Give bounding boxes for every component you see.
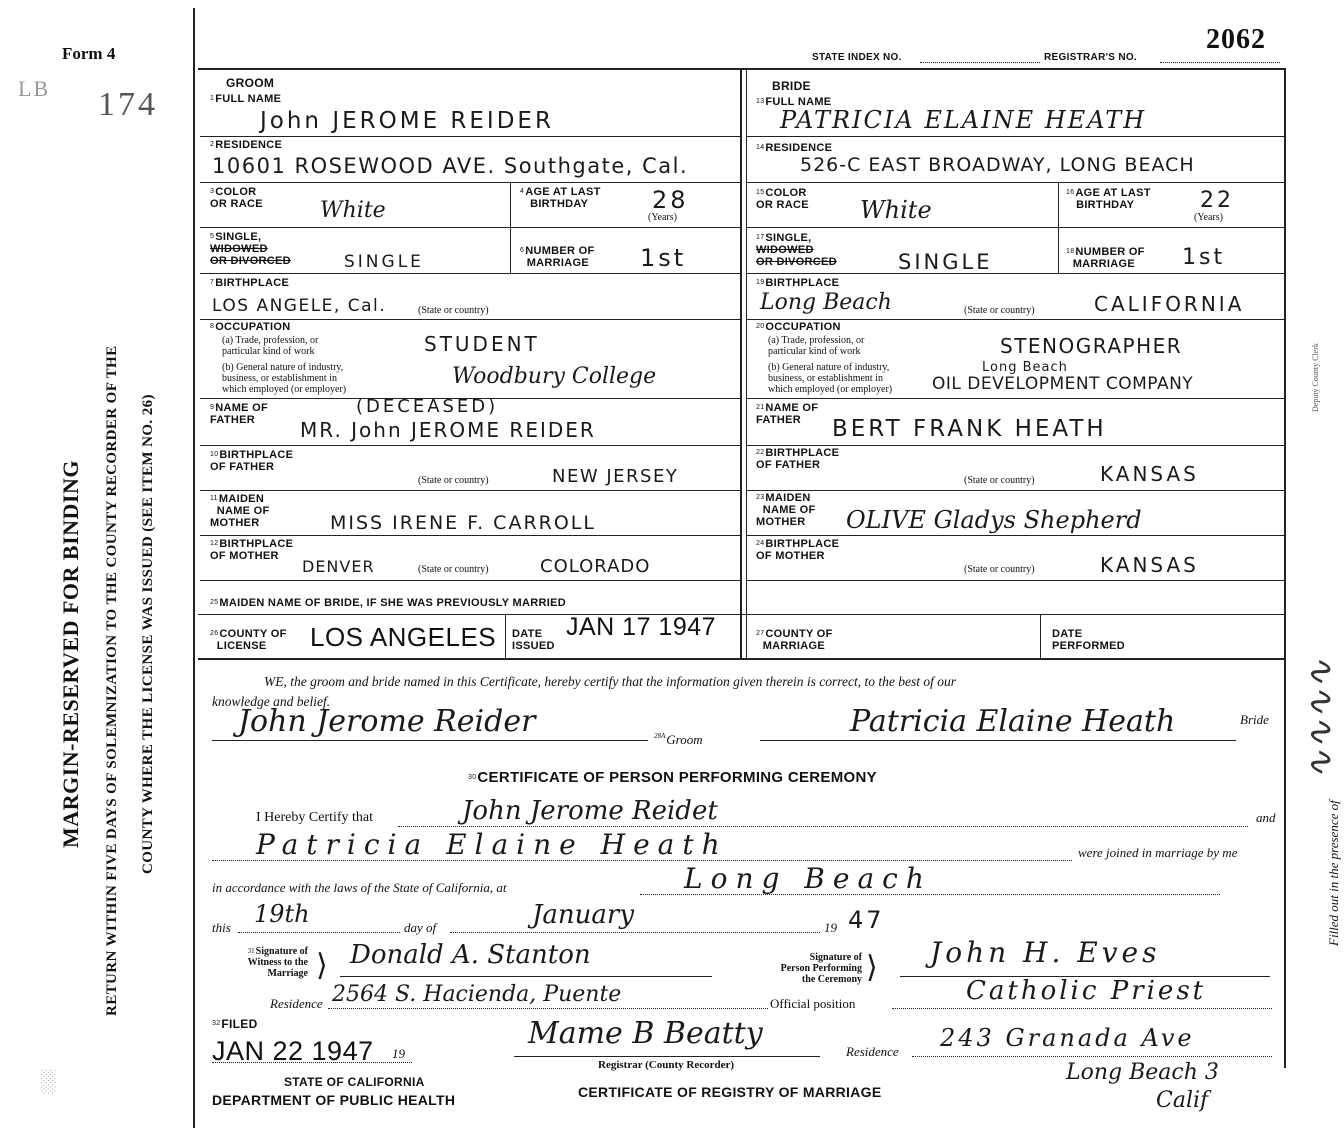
official-position: Catholic Priest bbox=[966, 976, 1207, 1006]
bride-mother-bp-label: $^{24}$BIRTHPLACE OF MOTHER bbox=[756, 538, 840, 562]
bride-occupation-label: $^{20}$OCCUPATION bbox=[756, 321, 841, 333]
groom-father-birthplace: NEW JERSEY bbox=[552, 466, 679, 487]
groom-mother-label: $^{11}$MAIDEN NAME OF MOTHER bbox=[210, 493, 270, 529]
groom-mother-bp-label: $^{12}$BIRTHPLACE OF MOTHER bbox=[210, 538, 294, 562]
row-line bbox=[200, 136, 740, 137]
bride-color-label: $^{15}$COLOR OR RACE bbox=[756, 187, 809, 211]
bride-occ-b: (b) General nature of industry, business, or establishment in which employed (or employer) bbox=[768, 362, 893, 395]
groom-birthplace: LOS ANGELE, Cal. bbox=[212, 296, 387, 316]
day-line bbox=[238, 932, 400, 933]
registrar-label: Registrar (County Recorder) bbox=[598, 1059, 735, 1071]
row-line bbox=[200, 490, 740, 491]
groom-birthplace-state-label: (State or country) bbox=[418, 305, 489, 316]
groom-mother: MISS IRENE F. CARROLL bbox=[330, 512, 596, 534]
side-instruction-2: COUNTY WHERE THE LICENSE WAS ISSUED (SEE ITEM NO. 26) bbox=[140, 394, 156, 874]
bride-full-name: PATRICIA ELAINE HEATH bbox=[780, 106, 1147, 134]
groom-full-name: John JEROME REIDER bbox=[260, 108, 554, 134]
groom-occupation-trade: STUDENT bbox=[424, 332, 540, 356]
groom-marriage-number: 1st bbox=[640, 244, 687, 272]
performer-residence-2: Long Beach 3 bbox=[1066, 1060, 1219, 1085]
groom-mother-bp-state-label: (State or country) bbox=[418, 564, 489, 575]
row-line bbox=[746, 398, 1284, 399]
form-number: Form 4 bbox=[62, 44, 116, 63]
groom-father-label: $^9$NAME OF FATHER bbox=[210, 402, 269, 426]
certify-text-1: WE, the groom and bride named in this Certificate, hereby certify that the information given therein is correct, to the best of our bbox=[264, 674, 957, 689]
registrar-signature: Mame B Beatty bbox=[528, 1016, 763, 1051]
license-date-issued: JAN 17 1947 bbox=[566, 613, 717, 641]
cell-divider bbox=[1040, 614, 1041, 658]
date-performed-label: DATE PERFORMED bbox=[1052, 628, 1125, 652]
witness-brace: ⟩ bbox=[316, 948, 331, 983]
certify-text-2: knowledge and belief. bbox=[212, 694, 331, 709]
groom-years-label: (Years) bbox=[648, 212, 677, 223]
bride-age-label: $^{16}$AGE AT LAST BIRTHDAY bbox=[1066, 187, 1151, 211]
registrar-number: 2062 bbox=[1206, 24, 1266, 55]
bride-birthplace-label: $^{19}$BIRTHPLACE bbox=[756, 277, 840, 289]
bride-mother-birthplace: KANSAS bbox=[1100, 553, 1199, 577]
state-index-line bbox=[920, 62, 1040, 63]
groom-mother-birthplace-state: COLORADO bbox=[540, 556, 651, 577]
groom-occupation-industry: Woodbury College bbox=[452, 364, 657, 389]
bride-father-bp-state-label: (State or country) bbox=[964, 475, 1035, 486]
margin-reserved-title: MARGIN-RESERVED FOR BINDING bbox=[58, 460, 83, 848]
footer-title: CERTIFICATE OF REGISTRY OF MARRIAGE bbox=[578, 1084, 882, 1100]
groom-residence-label: $^2$RESIDENCE bbox=[210, 139, 283, 151]
bride-full-name-label: $^{13}$FULL NAME bbox=[756, 96, 832, 108]
month-line bbox=[450, 932, 820, 933]
bride-single-label: $^{17}$SINGLE, WIDOWED OR DIVORCED bbox=[756, 232, 837, 268]
witness-residence: 2564 S. Hacienda, Puente bbox=[332, 982, 622, 1007]
row-line bbox=[200, 535, 740, 536]
groom-marital-status: SINGLE bbox=[344, 252, 424, 272]
county-license-label: $^{26}$COUNTY OF LICENSE bbox=[210, 628, 287, 652]
binding-line bbox=[193, 8, 195, 1128]
registrar-line bbox=[514, 1056, 820, 1057]
row-line bbox=[746, 319, 1284, 320]
performer-brace: ⟩ bbox=[866, 950, 881, 985]
row-line bbox=[200, 227, 740, 228]
date-issued-label: DATE ISSUED bbox=[512, 628, 555, 652]
groom-heading: GROOM bbox=[226, 76, 275, 90]
row-line bbox=[746, 227, 1284, 228]
witness-sig-line bbox=[340, 976, 712, 977]
groom-father-bp-state-label: (State or country) bbox=[418, 475, 489, 486]
row-line bbox=[200, 182, 740, 183]
footer-dept: DEPARTMENT OF PUBLIC HEALTH bbox=[212, 1092, 456, 1108]
right-margin-sub: Deputy County Clerk bbox=[1311, 343, 1320, 412]
witness-label: $^{31}$Signature of Witness to the Marriage bbox=[247, 946, 308, 979]
witness-res-line bbox=[328, 1008, 768, 1009]
bride-marriage-number: 1st bbox=[1182, 245, 1226, 270]
bride-sig-line bbox=[760, 740, 1236, 741]
groom-occ-a: (a) Trade, profession, or particular kind of work bbox=[222, 335, 319, 357]
ceremony-title: $^{30}$CERTIFICATE OF PERSON PERFORMING CEREMONY bbox=[468, 769, 877, 786]
hereby-certify-label: I Hereby Certify that bbox=[256, 810, 374, 825]
ceremony-place-line bbox=[640, 894, 1220, 895]
official-line bbox=[892, 1008, 1272, 1009]
bride-color: White bbox=[860, 196, 932, 224]
groom-full-name-label: $^1$FULL NAME bbox=[210, 93, 282, 105]
row-line bbox=[746, 182, 1284, 183]
bride-father: BERT FRANK HEATH bbox=[832, 416, 1107, 442]
groom-single-label: $^5$SINGLE, WIDOWED OR DIVORCED bbox=[210, 231, 291, 267]
groom-number-label: $^6$NUMBER OF MARRIAGE bbox=[520, 245, 595, 269]
groom-sig-line bbox=[212, 740, 648, 741]
row-line bbox=[198, 614, 1284, 615]
book-ref: LB bbox=[18, 76, 51, 101]
performer-signature: John H. Eves bbox=[930, 936, 1161, 969]
right-margin-signature: ∿∿∿∿ bbox=[1300, 659, 1341, 780]
bride-birthplace: Long Beach bbox=[760, 290, 892, 315]
bride-marital-status: SINGLE bbox=[898, 250, 993, 274]
row-line bbox=[200, 273, 740, 274]
accordance-label: in accordance with the laws of the State of California, at bbox=[212, 880, 507, 895]
ceremony-groom-line bbox=[398, 826, 1248, 827]
row-line bbox=[746, 273, 1284, 274]
bride-residence-label: $^{14}$RESIDENCE bbox=[756, 142, 833, 154]
bride-father-birthplace: KANSAS bbox=[1100, 462, 1199, 486]
witness-residence-label: Residence bbox=[270, 996, 323, 1011]
registrar-label: REGISTRAR'S NO. bbox=[1044, 52, 1137, 63]
side-instruction-1: RETURN WITHIN FIVE DAYS OF SOLEMNIZATION TO THE COUNTY RECORDER OF THE bbox=[104, 345, 120, 1016]
row-line bbox=[746, 490, 1284, 491]
filed-date: JAN 22 1947 bbox=[212, 1036, 374, 1066]
groom-signature: John Jerome Reider bbox=[238, 704, 536, 739]
performer-label: Signature of Person Performing the Ceremony bbox=[780, 952, 862, 985]
bride-father-bp-label: $^{22}$BIRTHPLACE OF FATHER bbox=[756, 447, 840, 471]
filed-label: $^{32}$FILED bbox=[212, 1017, 258, 1031]
county-marriage-label: $^{27}$COUNTY OF MARRIAGE bbox=[756, 628, 833, 652]
this-label: this bbox=[212, 920, 231, 935]
bride-years-label: (Years) bbox=[1194, 212, 1223, 223]
ceremony-month: January bbox=[532, 900, 635, 930]
row-line bbox=[198, 658, 1284, 660]
ceremony-groom-name: John Jerome Reidet bbox=[462, 796, 718, 826]
bride-age: 22 bbox=[1200, 188, 1234, 213]
margin-mark: ░ bbox=[40, 1068, 56, 1093]
bride-mother: OLIVE Gladys Shepherd bbox=[846, 506, 1142, 534]
bride-birthplace-state-label: (State or country) bbox=[964, 305, 1035, 316]
ceremony-bride-name: Patricia Elaine Heath bbox=[256, 828, 728, 861]
bride-heading: BRIDE bbox=[772, 79, 811, 93]
bride-occupation-trade: STENOGRAPHER bbox=[1000, 334, 1183, 358]
state-index-label: STATE INDEX NO. bbox=[812, 52, 902, 63]
bride-mother-label: $^{23}$MAIDEN NAME OF MOTHER bbox=[756, 492, 816, 528]
bride-occupation-industry-note: Long Beach bbox=[982, 360, 1068, 375]
registrar-line bbox=[1160, 62, 1280, 63]
performer-residence: 243 Granada Ave bbox=[940, 1024, 1195, 1052]
bride-sig-label: Bride bbox=[1240, 712, 1269, 727]
center-divider bbox=[740, 68, 742, 658]
right-margin-note: Filled out in the presence of bbox=[1326, 800, 1341, 946]
bride-number-label: $^{18}$NUMBER OF MARRIAGE bbox=[1066, 246, 1145, 270]
groom-mother-birthplace: DENVER bbox=[302, 557, 375, 576]
and-label: and bbox=[1256, 810, 1276, 825]
row-line bbox=[746, 580, 1284, 581]
row-line bbox=[200, 445, 740, 446]
book-number: 174 bbox=[98, 86, 158, 123]
groom-residence: 10601 ROSEWOOD AVE. Southgate, Cal. bbox=[212, 154, 689, 178]
day-of-label: day of bbox=[404, 920, 437, 935]
filed-line bbox=[212, 1062, 412, 1063]
groom-occupation-label: $^8$OCCUPATION bbox=[210, 321, 291, 333]
center-divider-2 bbox=[746, 68, 747, 658]
cell-divider bbox=[1058, 182, 1059, 273]
year-prefix: 19 bbox=[824, 920, 837, 935]
row-line bbox=[200, 319, 740, 320]
maiden-bride-label: $^{25}$MAIDEN NAME OF BRIDE, IF SHE WAS PREVIOUSLY MARRIED bbox=[210, 597, 566, 609]
ceremony-year: 47 bbox=[848, 906, 885, 934]
right-border bbox=[1284, 68, 1286, 1068]
groom-father-note: (DECEASED) bbox=[356, 396, 499, 417]
witness-signature: Donald A. Stanton bbox=[350, 940, 591, 970]
license-county: LOS ANGELES bbox=[310, 622, 497, 652]
cell-divider bbox=[510, 182, 511, 273]
row-line bbox=[746, 136, 1284, 137]
bride-signature: Patricia Elaine Heath bbox=[850, 704, 1176, 739]
ceremony-day: 19th bbox=[254, 900, 310, 928]
bride-occ-a: (a) Trade, profession, or particular kind of work bbox=[768, 335, 865, 357]
official-position-label: Official position bbox=[770, 996, 856, 1011]
groom-sig-label: $^{28A}$Groom bbox=[654, 732, 703, 747]
bride-mother-bp-state-label: (State or country) bbox=[964, 564, 1035, 575]
groom-occ-b: (b) General nature of industry, business, or establishment in which employed (or employer) bbox=[222, 362, 347, 395]
groom-color-label: $^3$COLOR OR RACE bbox=[210, 186, 263, 210]
groom-color: White bbox=[320, 198, 386, 223]
performer-residence-3: Calif bbox=[1156, 1088, 1209, 1113]
bride-residence: 526-C EAST BROADWAY, LONG BEACH bbox=[800, 154, 1195, 176]
groom-age: 28 bbox=[652, 186, 689, 214]
joined-label: were joined in marriage by me bbox=[1078, 845, 1238, 860]
row-line bbox=[746, 445, 1284, 446]
bride-birthplace-state: CALIFORNIA bbox=[1094, 292, 1245, 316]
bride-occupation-industry: OIL DEVELOPMENT COMPANY bbox=[932, 374, 1194, 394]
performer-residence-label: Residence bbox=[846, 1044, 899, 1059]
filed-19: 19 bbox=[392, 1046, 405, 1061]
row-line bbox=[200, 580, 740, 581]
groom-father-bp-label: $^{10}$BIRTHPLACE OF FATHER bbox=[210, 449, 294, 473]
groom-age-label: $^4$AGE AT LAST BIRTHDAY bbox=[520, 186, 601, 210]
groom-birthplace-label: $^7$BIRTHPLACE bbox=[210, 277, 290, 289]
cell-divider bbox=[505, 614, 506, 658]
bride-father-label: $^{21}$NAME OF FATHER bbox=[756, 402, 819, 426]
groom-father: MR. John JEROME REIDER bbox=[300, 418, 596, 442]
footer-state: STATE OF CALIFORNIA bbox=[284, 1075, 425, 1089]
row-line bbox=[746, 535, 1284, 536]
ceremony-bride-line bbox=[212, 860, 1072, 861]
ceremony-place: Long Beach bbox=[684, 862, 932, 895]
perf-res-line bbox=[912, 1056, 1272, 1057]
